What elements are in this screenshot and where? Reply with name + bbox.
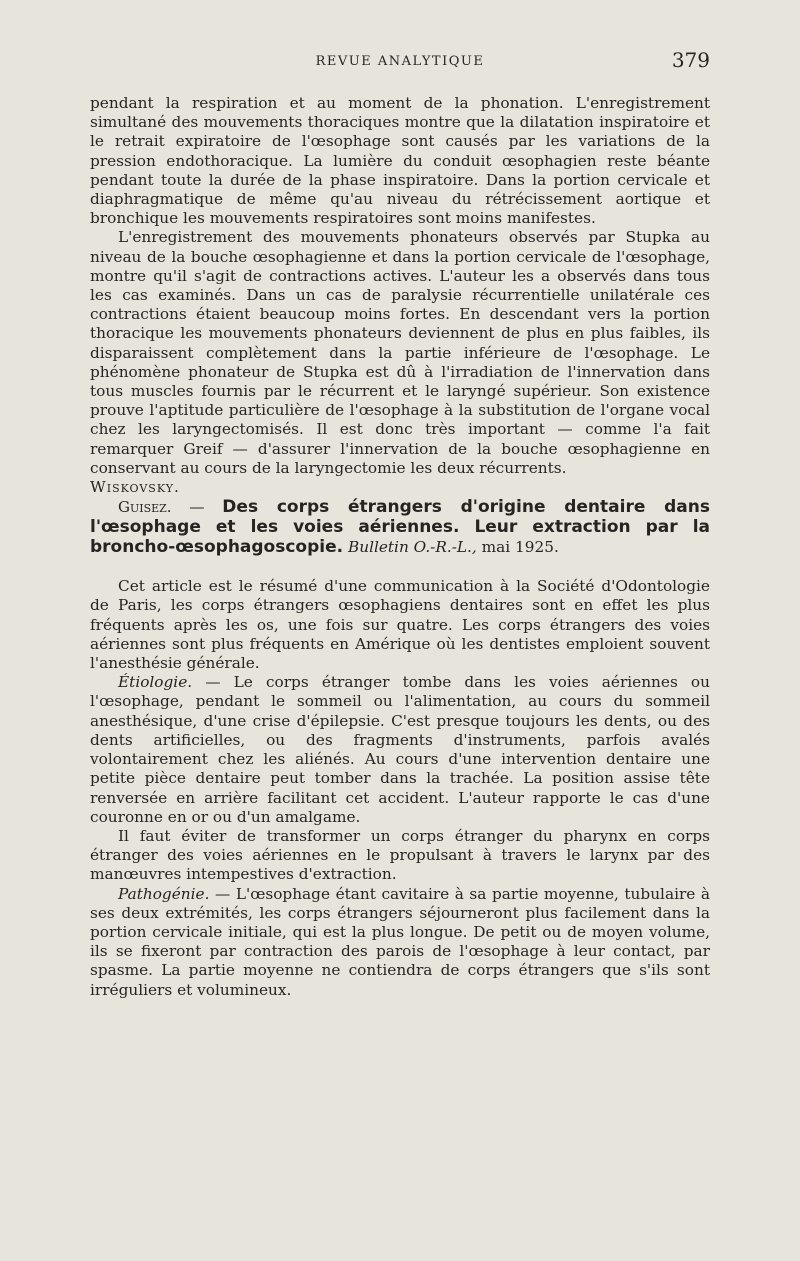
etiologie-text: — Le corps étranger tombe dans les voies aériennes ou l'œsophage, pendant le sommeil ou l'alimentation, au cours du sommeil anesthésique, d'une crise d'épilepsie. C'est presque toujours les dents, ou des dents artificielles, ou des fragments d'instruments, parfois avalés volontairement chez les aliénés. Au cours d'une intervention dentaire une petite pièce dentaire peut tomber dans la trachée. La position assise tête renversée en arrière facilitant cet accident. L'auteur rapporte le cas d'une couronne en or ou d'un amalgame. xyxy=(90,673,710,826)
page-body xyxy=(90,94,710,1000)
article-date: mai 1925. xyxy=(476,538,559,557)
review2-etiologie xyxy=(90,673,710,827)
etiologie-label: Étiologie. xyxy=(118,673,193,692)
review1-paragraph-1: pendant la respiration et au moment de la phonation. L'enregistrement simultané des mouvements thoraciques montre que la dilatation inspiratoire et le retrait expiratoire de l'œsophage sont causés par les variations de la pression endothoracique. La lumière du conduit œsophagien reste béante pendant toute la durée de la phase inspiratoire. Dans la portion cervicale et diaphragmatique de même qu'au niveau du rétrécissement aortique et bronchique les mouvements respiratoires sont moins manifestes. xyxy=(90,94,710,228)
review1-paragraph-2: L'enregistrement des mouvements phonateurs observés par Stupka au niveau de la bouche œsophagienne et dans la portion cervicale de l'œsophage, montre qu'il s'agit de contractions actives. L'auteur les a observés dans tous les cas examinés. Dans un cas de paralysie récurrentielle unilatérale ces contractions étaient beaucoup moins fortes. En descendant vers la portion thoracique les mouvements phonateurs deviennent de plus en plus faibles, ils disparaissent complètement dans la partie inférieure de l'œsophage. Le phénomène phonateur de Stupka est dû à l'irradiation de l'innervation dans tous muscles fournis par le récurrent et le laryngé supérieur. Son existence prouve l'aptitude particulière de l'œsophage à la substitution de l'organe vocal chez les laryngectomisés. Il est donc très important — comme l'a fait remarquer Greif — d'assurer l'innervation de la bouche œsophagienne en conservant au cours de la laryngectomie les deux récurrents. xyxy=(90,228,710,477)
review2-pathogenie xyxy=(90,885,710,1000)
spacer xyxy=(90,557,710,577)
review2-paragraph-3: Il faut éviter de transformer un corps étranger du pharynx en corps étranger des voies aériennes en le propulsant à travers le larynx par des manœuvres intempestives d'extraction. xyxy=(90,826,710,884)
heading-dash: — xyxy=(171,498,223,517)
pathogenie-label: Pathogénie. xyxy=(118,884,210,903)
page-header xyxy=(90,48,710,78)
article-author: Guisez. xyxy=(118,498,172,517)
page-number: 379 xyxy=(671,48,710,72)
reviewer-signature: Wiskovsky. xyxy=(90,478,180,497)
article-source: Bulletin O.-R.-L., xyxy=(347,538,477,557)
running-title: REVUE ANALYTIQUE xyxy=(315,54,485,69)
article-title: Des corps étrangers d'origine dentaire dans l'œsophage et les voies aériennes. Leur extraction par la broncho-œsophagoscopie. xyxy=(90,497,710,558)
review2-heading xyxy=(90,497,710,557)
review2-paragraph-1: Cet article est le résumé d'une communication à la Société d'Odontologie de Paris, les corps étrangers œsophagiens dentaires sont en effet les plus fréquents après les os, une fois sur quatre. Les corps étrangers des voies aériennes sont plus fréquents en Amérique où les dentistes emploient souvent l'anesthésie générale. xyxy=(90,577,710,673)
pathogenie-text: — L'œsophage étant cavitaire à sa partie moyenne, tubulaire à ses deux extrémités, les corps étrangers séjourneront plus facilement dans la portion cervicale initiale, qui est la plus longue. De petit ou de moyen volume, ils se fixeront par contraction des parois de l'œsophage à leur contact, par spasme. La partie moyenne ne contiendra de corps étrangers que s'ils sont irréguliers et volumineux. xyxy=(90,884,710,999)
